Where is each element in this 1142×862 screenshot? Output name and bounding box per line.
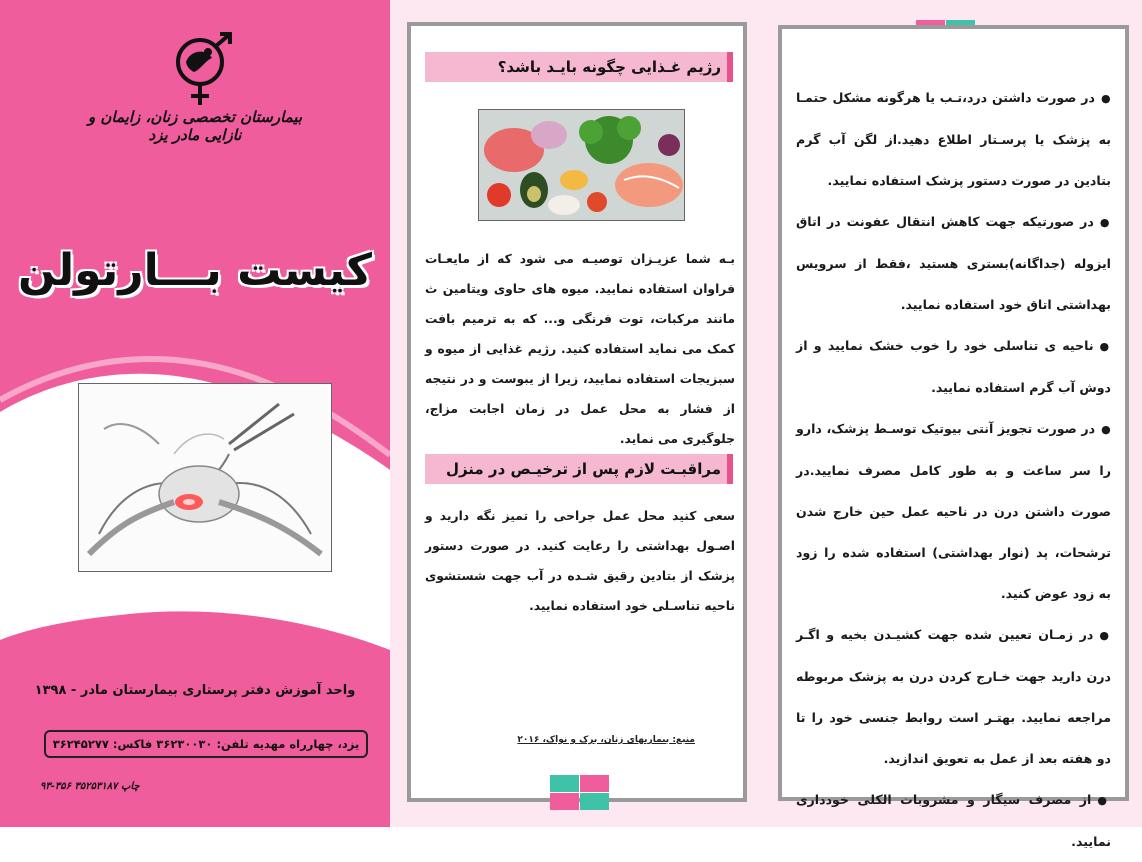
- advice-item: ● در زمـان تعیین شده جهت کشیـدن بخیه و اگـر درن دارید جهت خـارج کردن درن به پزشک مربوطه مراجعه نمایید. بهتـر است روابط جنسی خود را تا دو هفته بعد از عمل به تعویق اندازید.: [796, 614, 1111, 779]
- advice-item: ● ناحیه ی تناسلی خود را خوب خشک نمایید و از دوش آب گرم استفاده نمایید.: [796, 325, 1111, 408]
- diet-heading: رژیم غـذایی چگونه بایـد باشد؟: [425, 52, 733, 82]
- cover-panel: [0, 0, 390, 827]
- advice-item: ● در صورتیکه جهت کاهش انتقال عفونت در اتاق ایزوله (جداگانه)بستری هستید ،فقط از سرویس بهداشتی اتاق خود استفاده نمایید.: [796, 201, 1111, 325]
- decor-square-teal: [580, 793, 609, 810]
- decor-square-pink: [550, 793, 579, 810]
- print-code: ۹۳-۳۵۶ چاپ ۳۵۲۵۳۱۸۷: [40, 781, 140, 792]
- middle-panel: [390, 0, 766, 827]
- care-heading: مراقبـت لازم پس از ترخیـص در منزل: [425, 454, 733, 484]
- advice-item: ● در صورت تجویز آنتی بیوتیک توسـط پزشک، دارو را سر ساعت و به طور کامل مصرف نمایید.در صورت داشتن درن در ناحیه عمل حین خارج شدن ترشحات، پد (نوار بهداشتی) استفاده شده را زود به زود عوض کنید.: [796, 408, 1111, 614]
- unit-footer: واحد آموزش دفتر پرستاری بیمارستان مادر - ۱۳۹۸: [34, 683, 356, 698]
- decor-square-pink: [580, 775, 609, 792]
- address-box: یزد، چهارراه مهدیه تلفن: ۳۶۲۳۰۰۳۰ فاکس: ۳۶۲۴۵۲۷۷: [44, 730, 368, 758]
- advice-item: ● از مصرف سیگار و مشروبات الکلی خودداری نمایید.: [796, 779, 1111, 862]
- hospital-name: بیمارستان تخصصی زنان، زایمان و نازایی مادر یزد: [87, 108, 303, 144]
- care-text: سعی کنید محل عمل جراحی را تمیز نگه دارید و اصـول بهداشتی را رعایت کنید. در صورت دستور پزشک از بتادین رقیق شـده در آب جهت شستشوی ناحیه تناسـلی خود استفاده نمایید.: [425, 509, 735, 613]
- right-panel: [766, 0, 1142, 849]
- hospital-logo: [160, 30, 240, 110]
- advice-list: [782, 29, 1125, 862]
- source-note: منبع: بیماریهای زنان، برک و نواک، ۲۰۱۶: [517, 735, 695, 745]
- advice-box: [778, 25, 1129, 849]
- diet-text: بـه شما عزیـزان توصیـه می شود که از مایعـات فراوان استفاده نمایید. میوه های حاوی ویتامین ث مانند مرکبات، توت فرنگی و... که به ترمیم بافت کمک می نماید استفاده کنید. رژیم غذایی از میوه و سبزیجات استفاده نمایید، زیرا از یبوست و در نتیجه از فشار به محل عمل در زمان اجابت مزاج، جلوگیری می نماید.: [425, 252, 735, 446]
- surgery-illustration: [78, 383, 332, 572]
- brochure-title: کیست بـــارتولن: [18, 245, 372, 296]
- food-photo: [478, 109, 685, 221]
- decor-square-teal: [550, 775, 579, 792]
- middle-box: [407, 22, 747, 802]
- advice-item: ● در صورت داشتن درد،تـب یا هرگونه مشکل حتمـا به پزشک یا پرسـتار اطلاع دهید.از لگن آب گرم بتادین در صورت دستور پزشک استفاده نمایید.: [796, 77, 1111, 201]
